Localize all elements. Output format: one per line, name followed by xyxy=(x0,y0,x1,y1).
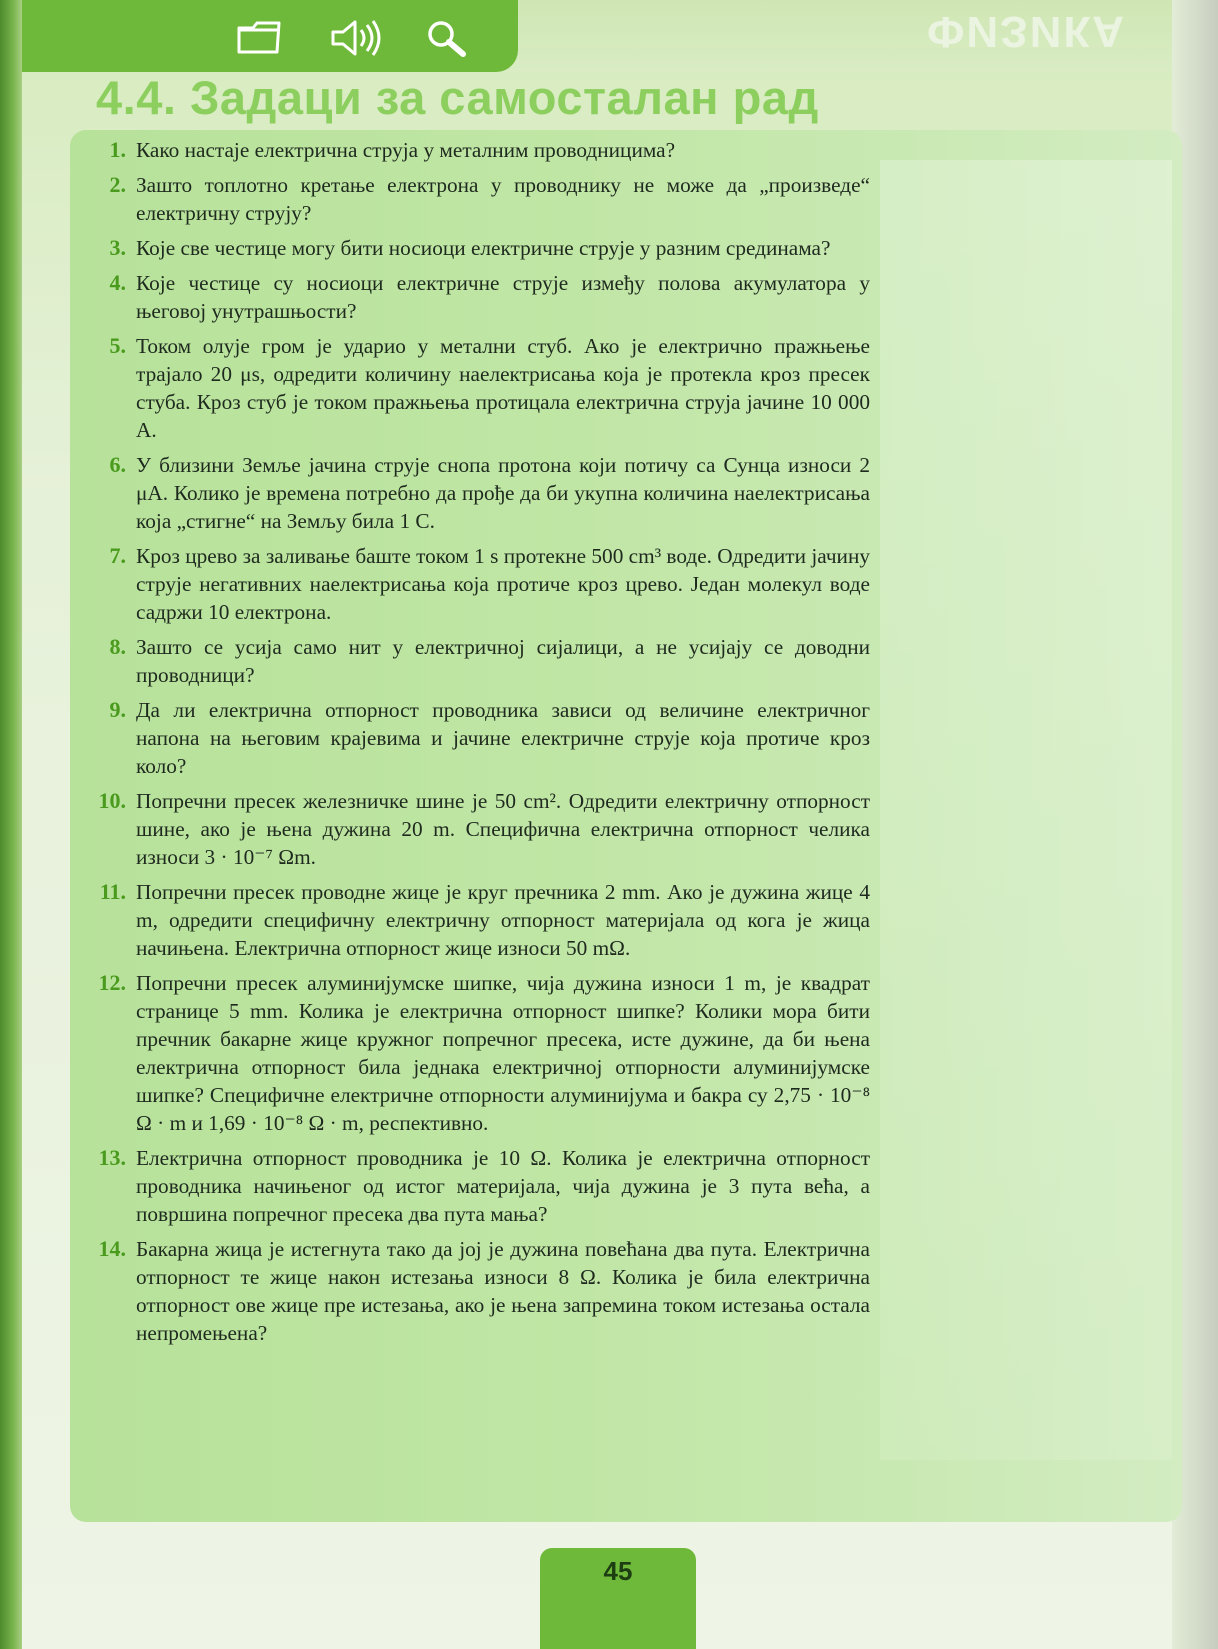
task-text: Зашто топлотно кретање електрона у проводнику не може да „произведе“ електричну струју? xyxy=(136,173,870,225)
task-text: Које све честице могу бити носиоци електричне струје у разним срединама? xyxy=(136,236,831,260)
task-item xyxy=(70,1235,870,1347)
task-number: 6. xyxy=(109,452,126,477)
task-number: 3. xyxy=(109,235,126,260)
task-item xyxy=(70,542,870,626)
task-text: Током олује гром је ударио у метални стуб. Ако је електрично пражњење трајало 20 μs, одредити количину наелектрисања која је протекла кроз пресек стуба. Кроз стуб је током пражњења протицала електрична струја јачине 10 000 A. xyxy=(136,334,870,442)
task-number: 5. xyxy=(109,333,126,358)
folder-icon[interactable] xyxy=(232,16,290,60)
task-number: 13. xyxy=(98,1145,126,1170)
task-item xyxy=(70,878,870,962)
book-spine xyxy=(0,0,22,1649)
page-number: 45 xyxy=(603,1556,633,1586)
panel-decoration xyxy=(880,160,1172,1460)
task-item xyxy=(70,633,870,689)
task-number: 11. xyxy=(99,879,126,904)
task-item xyxy=(70,969,870,1137)
task-number: 10. xyxy=(98,788,126,813)
task-item xyxy=(70,234,870,262)
task-text: Попречни пресек проводне жице је круг пречника 2 mm. Ако је дужина жице 4 m, одредити специфичну електричну отпорност материјала од кога је жица начињена. Електрична отпорност жице износи 50 mΩ. xyxy=(136,880,870,960)
task-text: Електрична отпорност проводника је 10 Ω. Колика је електрична отпорност проводника начињеног од истог материјала, чија дужина је 3 пута већа, а површина попречног пресека два пута мања? xyxy=(136,1146,870,1226)
task-number: 14. xyxy=(98,1236,126,1261)
task-number: 7. xyxy=(109,543,126,568)
task-number: 2. xyxy=(109,172,126,197)
task-number: 4. xyxy=(109,270,126,295)
task-text: Кроз црево за заливање баште током 1 s протекне 500 cm³ воде. Одредити јачину струје негативних наелектрисања која протиче кроз црево. Један молекул воде садржи 10 електрона. xyxy=(136,544,870,624)
task-item xyxy=(70,269,870,325)
task-number: 9. xyxy=(109,697,126,722)
task-item xyxy=(70,696,870,780)
task-number: 12. xyxy=(98,970,126,995)
section-heading: 4.4. Задаци за самосталан рад xyxy=(96,71,819,124)
task-item xyxy=(70,1144,870,1228)
task-list xyxy=(70,136,870,1354)
search-icon[interactable] xyxy=(418,16,476,60)
brand-watermark: ФИЗИКА xyxy=(927,7,1126,56)
task-text: Да ли електрична отпорност проводника зависи од величине електричног напона на његовим крајевима и јачине електричне струје која протиче кроз коло? xyxy=(136,698,870,778)
task-text: Попречни пресек железничке шине је 50 cm². Одредити електричну отпорност шине, ако је њена дужина 20 m. Специфична електрична отпорност челика износи 3 · 10⁻⁷ Ωm. xyxy=(136,789,870,869)
task-number: 1. xyxy=(109,137,126,162)
task-item xyxy=(70,332,870,444)
task-text: Бакарна жица је истегнута тако да јој је дужина повећана два пута. Електрична отпорност те жице након истезања износи 8 Ω. Колика је била електрична отпорност ове жице пре истезања, ако је њена запремина током истезања остала непромењена? xyxy=(136,1237,870,1345)
task-item xyxy=(70,451,870,535)
task-text: Како настаје електрична струја у металним проводницима? xyxy=(136,138,676,162)
task-item xyxy=(70,787,870,871)
task-number: 8. xyxy=(109,634,126,659)
task-text: Попречни пресек алуминијумске шипке, чија дужина износи 1 m, је квадрат странице 5 mm. Колика је електрична отпорност шипке? Колики мора бити пречник бакарне жице кружног попречног пресека, исте дужине, да би њена електрична отпорност била једнака електричној отпорности алуминијумске шипке? Специфичне електричне отпорности алуминијума и бакра су 2,75 · 10⁻⁸ Ω · m и 1,69 · 10⁻⁸ Ω · m, респективно. xyxy=(136,971,870,1135)
task-item xyxy=(70,171,870,227)
task-item xyxy=(70,136,870,164)
task-text: У близини Земље јачина струје снопа протона који потичу са Сунца износи 2 μA. Колико је времена потребно да прође да би укупна количина наелектрисања која „стигне“ на Земљу била 1 C. xyxy=(136,453,870,533)
toolbar xyxy=(22,0,518,72)
task-text: Зашто се усија само нит у електричној сијалици, а не усијају се доводни проводници? xyxy=(136,635,870,687)
task-text: Које честице су носиоци електричне струје између полова акумулатора у његовој унутрашњости? xyxy=(136,271,870,323)
speaker-icon[interactable] xyxy=(326,16,384,60)
